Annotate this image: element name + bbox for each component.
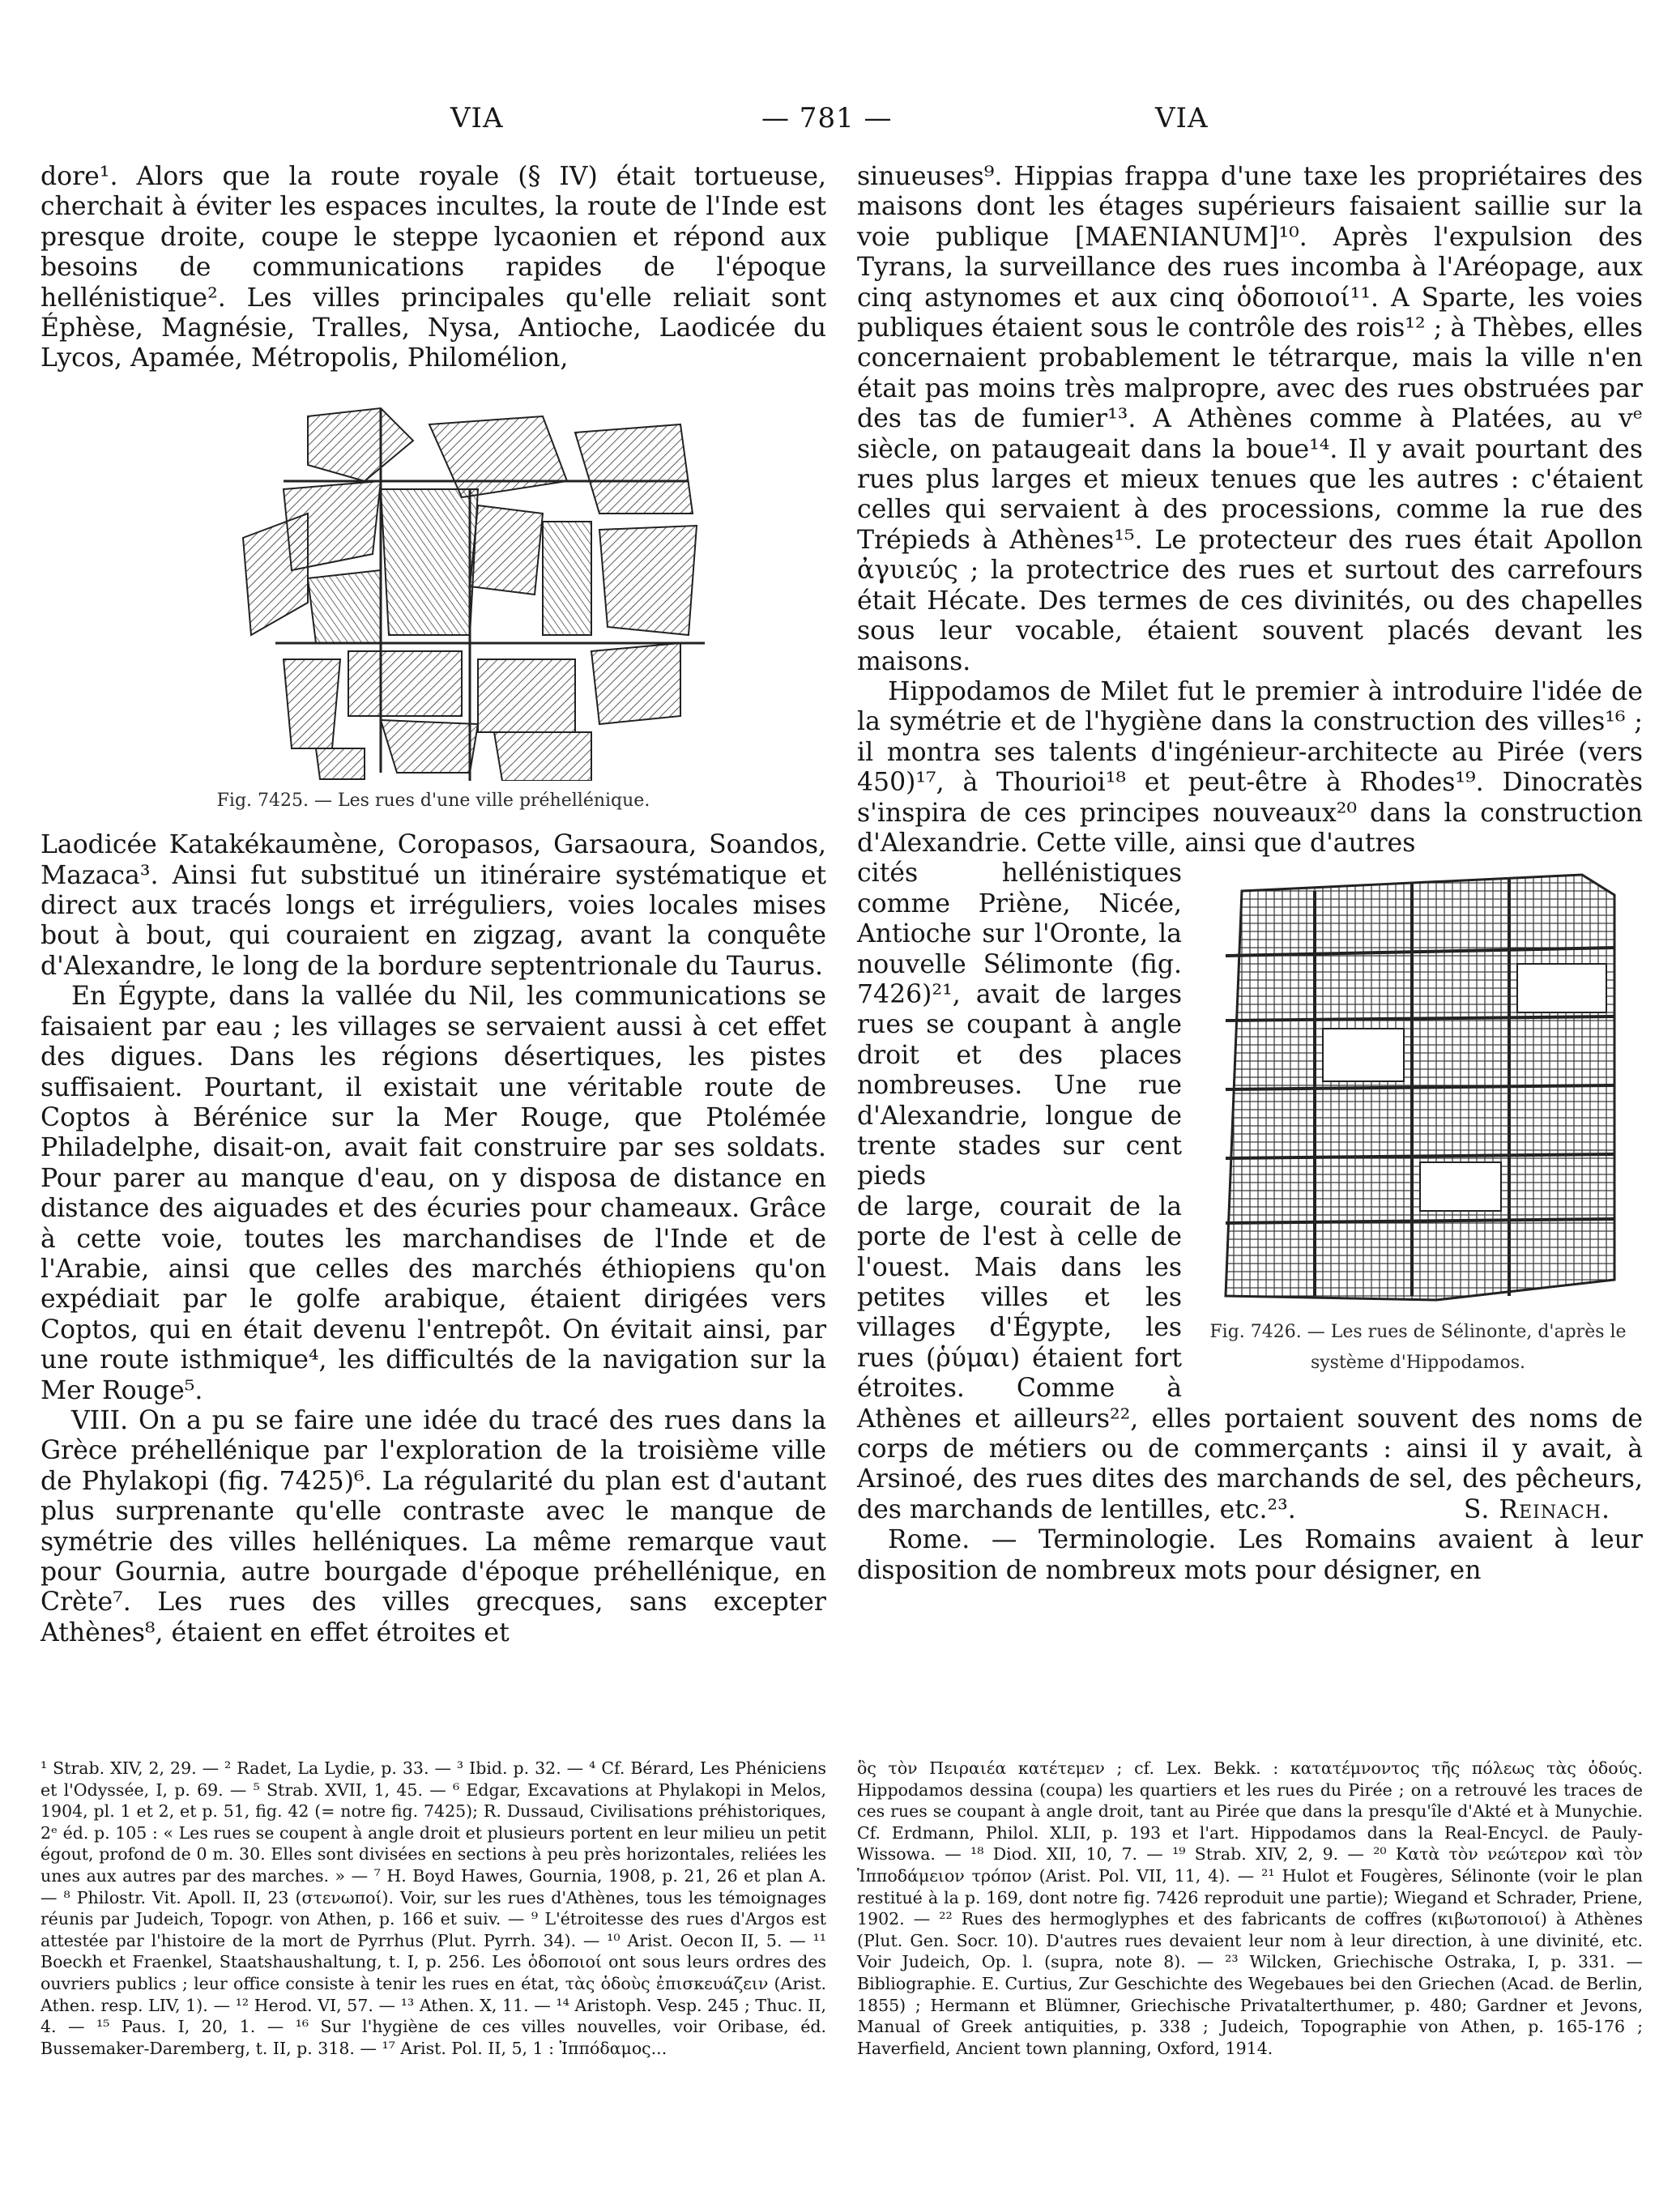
fig-7425-block (575, 424, 693, 514)
figure-7426-wrapper (1193, 859, 1643, 1378)
left-paragraph-2: Laodicée Katakékaumène, Coropasos, Garsaoura, Soandos, Mazaca³. Ainsi fut substitué un itinéraire systématique et direct aux tracés longs et irréguliers, voies locales mises bout à bout, qui couraient en zigzag, avant la conquête d'Alexandre, le long de la bordure septentrionale du Taurus. (41, 830, 826, 981)
fig-7425-block (243, 514, 308, 635)
fig-7426-plaza (1420, 1162, 1501, 1211)
left-paragraph-3: En Égypte, dans la vallée du Nil, les communications se faisaient par eau ; les villages se servaient aussi à cet effet des digues. Dans les régions désertiques, les pistes suffisaient. Pourtant, il existait une véritable route de Coptos à Bérénice sur la Mer Rouge, que Ptolémée Philadelphe, disait-on, avait fait construire par ses soldats. Pour parer au manque d'eau, on y disposa de distance en distance des aiguades et des écuries pour chameaux. Grâce à cette voie, toutes les marchandises de l'Inde et de l'Arabie, ainsi que celles des marchés éthiopiens qu'on expédiait par le golfe arabique, étaient dirigées vers Coptos, qui en était devenu l'entrepôt. On évitait ainsi, par une route isthmique⁴, les difficultés de la navigation sur la Mer Rouge⁵. (41, 982, 826, 1405)
page-number: — 781 — (761, 102, 893, 134)
footnotes-right-text: ὃς τὸν Πειραιέα κατέτεμεν ; cf. Lex. Bekk. : κατατέμνοντος τῆς πόλεως τὰς ὁδούς. Hippodamos dessina (coupa) les quartiers et les rues du Pirée ; on a retrouvé les traces de ces rues se coupant à angle droit, tant au Pirée que dans la presqu'île d'Akté et à Munychie. Cf. Erdmann, Philol. XLII, p. 193 et l'art. Hippodamos dans la Real-Encycl. de Pauly-Wissowa. — ¹⁸ Diod. XII, 10, 7. — ¹⁹ Strab. XIV, 2, 9. — ²⁰ Κατὰ τὸν νεώτερον καὶ τὸν Ἱπποδάμειον τρόπον (Arist. Pol. VII, 11, 4). — ²¹ Hulot et Fougères, Sélinonte (voir le plan restitué à la p. 169, dont notre fig. 7426 reproduit une partie); Wiegand et Schrader, Priene, 1902. — ²² Rues des hermoglyphes et des fabricants de coffres (κιβωτοποιοί) à Athènes (Plut. Gen. Socr. 10). D'autres rues devaient leur nom à leur direction, à une divinité, etc. Voir Judeich, Op. l. (supra, note 8). — ²³ Wilcken, Griechische Ostraka, I, p. 331. — Bibliographie. E. Curtius, Zur Geschichte des Wegebaues bei den Griechen (Acad. de Berlin, 1855) ; Hermann et Blümner, Griechische Privatalterthumer, p. 480; Gardner et Jevons, Manual of Greek antiquities, p. 338 ; Judeich, Topographie von Athen, p. 165-176 ; Haverfield, Ancient town planning, Oxford, 1914. (857, 1758, 1643, 2058)
fig-7426-plaza (1517, 964, 1606, 1012)
fig-7425-block (316, 748, 365, 779)
footnotes-left (41, 1758, 826, 2059)
right-paragraph-3: Rome. — Terminologie. Les Romains avaient à leur disposition de nombreux mots pour désigner, en (857, 1525, 1643, 1585)
right-paragraph-2b: cités hellénistiques comme Priène, Nicée, Antioche sur l'Oronte, la nouvelle Sélimonte (fig. 7426)²¹, avait de larges rues se coupant à angle droit et des places nombreuses. Une rue d'Alexandrie, longue de trente stades sur cent pieds (857, 859, 1182, 1191)
running-head-left: VIA (450, 102, 504, 134)
fig-7425-block (348, 651, 462, 716)
fig-7425-block (470, 505, 543, 595)
left-paragraph-4: VIII. On a pu se faire une idée du tracé des rues dans la Grèce préhellénique par l'exploration de la troisième ville de Phylakopi (fig. 7425)⁶. La régularité du plan est d'autant plus surprenante qu'elle contraste avec le manque de symétrie des villes helléniques. La même remarque vaut pour Gournia, autre bourgade d'époque préhellénique, en Crète⁷. Les rues des villes grecques, sans excepter Athènes⁸, étaient en effet étroites et (41, 1405, 826, 1647)
fig-7425-block (308, 570, 381, 643)
fig-7425-block (478, 659, 575, 732)
fig-7425-block (284, 659, 340, 748)
footnotes-left-text: ¹ Strab. XIV, 2, 29. — ² Radet, La Lydie, p. 33. — ³ Ibid. p. 32. — ⁴ Cf. Bérard, Les Phéniciens et l'Odyssée, I, p. 69. — ⁵ Strab. XVII, 1, 45. — ⁶ Edgar, Excavations at Phylakopi in Melos, 1904, pl. 1 et 2, et p. 51, fig. 42 (= notre fig. 7425); R. Dussaud, Civilisations préhistoriques, 2ᵉ éd. p. 105 : « Les rues se coupent à angle droit et plusieurs portent en leur milieu un petit égout, profond de 0 m. 30. Elles sont divisées en sections à peu près horizontales, reliées les unes aux autres par des marches. » — ⁷ H. Boyd Hawes, Gournia, 1908, p. 21, 26 et plan A. — ⁸ Philostr. Vit. Apoll. II, 23 (στενωποί). Voir, sur les rues d'Athènes, tous les témoignages réunis par Judeich, Topogr. von Athen, p. 166 et suiv. — ⁹ L'étroitesse des rues d'Argos est attestée par l'histoire de la mort de Pyrrhus (Plut. Pyrrh. 34). — ¹⁰ Arist. Oecon II, 5. — ¹¹ Boeckh et Fraenkel, Staatshaushaltung, t. I, p. 256. Les ὁδοποιοί ont sous leurs ordres des ouvriers publics ; leur office consiste à tenir les rues en état, τὰς ὁδοὺς ἐπισκευάζειν (Arist. Athen. resp. LIV, 1). — ¹² Herod. VI, 57. — ¹³ Athen. X, 11. — ¹⁴ Aristoph. Vesp. 245 ; Thuc. II, 4. — ¹⁵ Paus. I, 20, 1. — ¹⁶ Sur l'hygiène de ces villes nouvelles, voir Oribase, éd. Bussemaker-Daremberg, t. II, p. 318. — ¹⁷ Arist. Pol. II, 5, 1 : Ἱππόδαμος... (41, 1758, 826, 2058)
fig-7425-block (591, 643, 680, 724)
right-paragraph-2c-text: de large, courait de la porte de l'est à celle de l'ouest. Mais dans les petites villes et les villages d'Égypte, les rues (ῥύμαι) étaient fort étroites. Comme à Athènes et ailleurs²², elles portaient souvent des noms de corps de métiers ou de commerçants : ainsi il y avait, à Arsinoé, des rues dites des marchands de sel, des pêcheurs, des marchands de lentilles, etc.²³. (857, 1191, 1643, 1524)
figure-7426-plan (1193, 859, 1643, 1312)
right-paragraph-2a: Hippodamos de Milet fut le premier à introduire l'idée de la symétrie et de l'hygiène dans la construction des villes¹⁶ ; il montra ses talents d'ingénieur-architecte au Pirée (vers 450)¹⁷, à Thourioi¹⁸ et peut-être à Rhodes¹⁹. Dinocratès s'inspira de ces principes nouveaux²⁰ dans la construction d'Alexandrie. Cette ville, ainsi que d'autres (857, 676, 1643, 858)
left-paragraph-1: dore¹. Alors que la route royale (§ IV) était tortueuse, cherchait à éviter les espaces incultes, la route de l'Inde est presque droite, coupe le steppe lycaonien et répond aux besoins de communications rapides de l'époque hellénistique². Les villes principales qu'elle reliait sont Éphèse, Magnésie, Tralles, Nysa, Antioche, Laodicée du Lycos, Apamée, Métropolis, Philomélion, (41, 162, 826, 373)
fig-7425-block (429, 416, 567, 497)
fig-7426-plaza (1323, 1029, 1404, 1081)
right-column (857, 162, 1643, 1586)
figure-7426-caption: Fig. 7426. — Les rues de Sélinonte, d'après le système d'Hippodamos. (1209, 1322, 1627, 1373)
right-paragraph-1: sinueuses⁹. Hippias frappa d'une taxe les propriétaires des maisons dont les étages supérieurs faisaient saillie sur la voie publique [MAENIANUM]¹⁰. Après l'expulsion des Tyrans, la surveillance des rues incomba à l'Aréopage, aux cinq astynomes et aux cinq ὁδοποιοί¹¹. A Sparte, les voies publiques étaient sous le contrôle des rois¹² ; à Thèbes, elles concernaient probablement le tétrarque, mais la ville n'en était pas moins très malpropre, avec des rues obstruées par des tas de fumier¹³. A Athènes comme à Platées, au vᵉ siècle, on pataugeait dans la boue¹⁴. Il y avait pourtant des rues plus larges et mieux tenues que les autres : c'étaient celles qui servaient à des processions, comme la rue des Trépieds à Athènes¹⁵. Le protecteur des rues était Apollon ἀγυιεύς ; la protectrice des rues et surtout des carrefours était Hécate. Des termes de ces divinités, ou des chapelles sous leur vocable, étaient souvent placés devant les maisons. (857, 162, 1643, 676)
fig-7425-block (494, 732, 591, 781)
left-column (41, 162, 826, 1648)
fig-7425-block (381, 489, 478, 635)
fig-7425-block (543, 522, 591, 635)
fig-7425-block (599, 526, 697, 635)
fig-7425-block (381, 720, 478, 773)
fig-7425-block (308, 408, 413, 481)
figure-7425-caption: Fig. 7425. — Les rues d'une ville préhellénique. (216, 790, 650, 811)
author-signature: S. Reinach. (1463, 1494, 1610, 1524)
running-head-right: VIA (1155, 102, 1209, 134)
footnotes-right (857, 1758, 1643, 2059)
figure-7425-plan (41, 392, 826, 781)
